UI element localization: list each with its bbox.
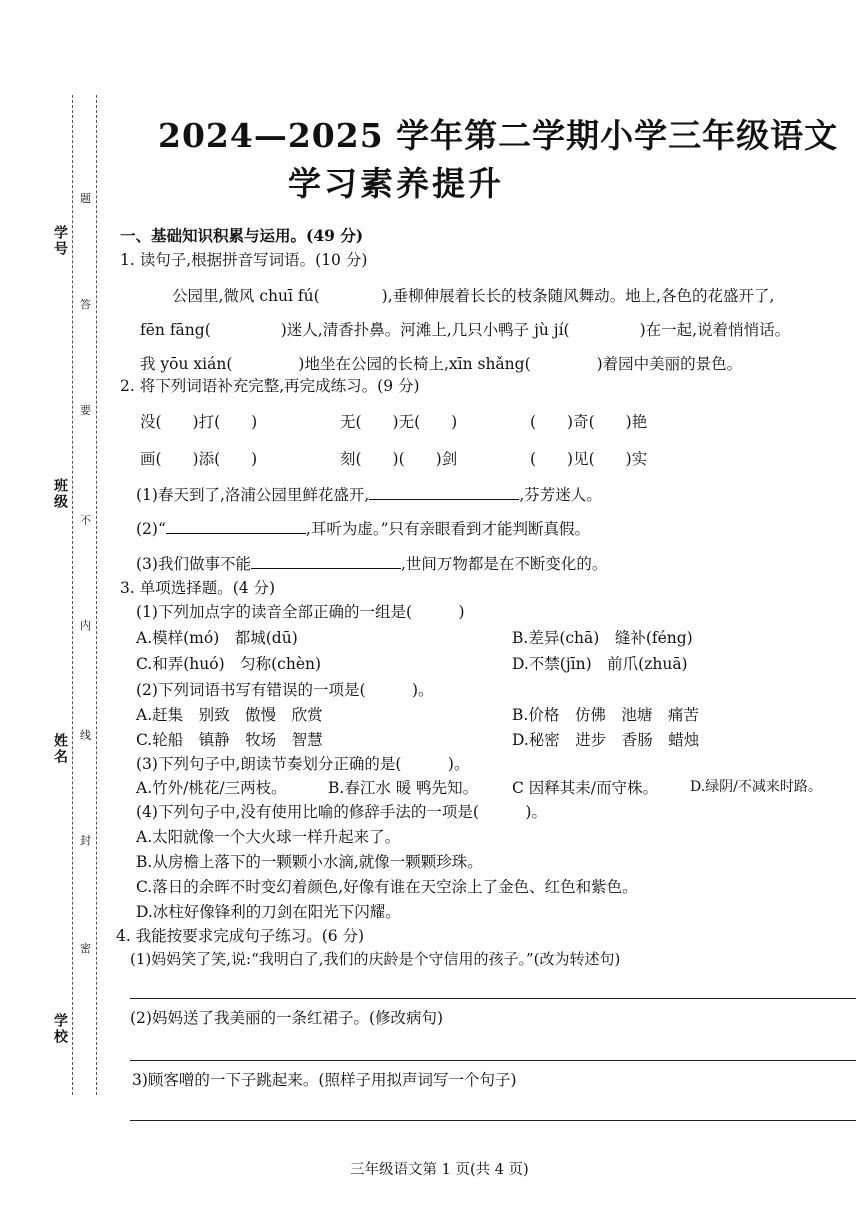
q3-item3-option-a[interactable]: A.竹外/桃花/三两枝。 (136, 779, 287, 797)
q3-item1-stem: (1)下列加点字的读音全部正确的一组是( ) (136, 603, 465, 621)
q2-idiom-2: 无( )无( ) (340, 413, 458, 431)
q1-line3-part-b: )地坐在公园的长椅上,xīn shǎng( (298, 355, 531, 373)
q2-heading: 2. 将下列词语补充完整,再完成练习。(9 分) (120, 377, 420, 395)
q2-sentence-3-part-a: (3)我们做事不能 (136, 555, 251, 573)
q4-item1-answer-line[interactable] (130, 998, 856, 999)
seal-word-6: 线 (80, 729, 91, 742)
q4-item3-answer-line[interactable] (130, 1120, 856, 1121)
q2-idiom-5: 刻( )( )剑 (340, 450, 458, 468)
seal-word-5: 内 (80, 619, 91, 632)
seal-word-2: 答 (80, 298, 91, 311)
q4-item2-answer-line[interactable] (130, 1060, 856, 1061)
q1-line3-part-c: )着园中美丽的景色。 (596, 355, 743, 373)
q2-sentence-2-part-b: ,耳听为虚。”只有亲眼看到才能判断真假。 (305, 520, 590, 538)
q3-item1-option-d[interactable]: D.不禁(jīn) 前爪(zhuā) (512, 655, 688, 673)
binding-line-left (72, 95, 73, 1095)
section1-heading: 一、基础知识积累与运用。(49 分) (120, 226, 364, 245)
q2-idiom-6: ( )见( )实 (530, 450, 648, 468)
q2-idiom-4: 画( )添( ) (140, 450, 258, 468)
q1-line1 (172, 284, 775, 306)
q4-item1: (1)妈妈笑了笑,说:“我明白了,我们的庆龄是个守信用的孩子。”(改为转述句) (130, 950, 621, 968)
q3-item3-stem: (3)下列句子中,朗读节奏划分正确的是( )。 (136, 755, 470, 773)
q3-item4-option-b[interactable]: B.从房檐上落下的一颗颗小水滴,就像一颗颗珍珠。 (136, 853, 483, 871)
q1-line1-part-a: 公园里,微风 chuī fú( (172, 287, 320, 305)
q3-item3-option-c[interactable]: C 因释其耒/而守株。 (512, 779, 659, 797)
q1-line2 (140, 318, 790, 340)
q2-sentence-2 (136, 517, 590, 539)
q3-item1-option-c[interactable]: C.和弄(huó) 匀称(chèn) (136, 655, 322, 673)
page-title-line2: 学习素养提升 (288, 164, 504, 203)
seal-word-8: 密 (80, 942, 91, 955)
q3-item2-option-d[interactable]: D.秘密 进步 香肠 蜡烛 (512, 731, 700, 749)
q1-line2-part-c: )在一起,说着悄悄话。 (639, 321, 791, 339)
q3-item2-option-a[interactable]: A.赶集 别致 傲慢 欣赏 (136, 706, 323, 724)
q3-item4-option-d[interactable]: D.冰柱好像锋利的刀剑在阳光下闪耀。 (136, 903, 401, 921)
q3-item1-option-b[interactable]: B.差异(chā) 缝补(féng) (512, 629, 693, 647)
q3-item3-option-d[interactable]: D.绿阴/不减来时路。 (690, 779, 822, 795)
q2-sentence-1-blank[interactable] (369, 499, 519, 500)
q3-item2-option-c[interactable]: C.轮船 镇静 牧场 智慧 (136, 731, 323, 749)
page-title-line1: 2024—2025 学年第二学期小学三年级语文 (158, 116, 839, 155)
q1-line3-part-a: 我 yōu xián( (140, 355, 233, 373)
q2-sentence-1-part-a: (1)春天到了,洛浦公园里鲜花盛开, (136, 486, 370, 504)
margin-label-name: 姓名 (52, 733, 68, 765)
q1-line2-part-a: fēn fāng( (140, 321, 211, 339)
q3-item3-option-b[interactable]: B.春江水 暖 鸭先知。 (328, 779, 479, 797)
q3-item4-option-a[interactable]: A.太阳就像一个大火球一样升起来了。 (136, 828, 401, 846)
q3-item2-option-b[interactable]: B.价格 仿佛 池塘 痛苦 (512, 706, 699, 724)
q3-heading: 3. 单项选择题。(4 分) (120, 579, 276, 597)
q4-heading: 4. 我能按要求完成句子练习。(6 分) (116, 927, 365, 945)
q2-sentence-1-part-b: ,芬芳迷人。 (519, 486, 602, 504)
margin-label-student-id: 学号 (52, 225, 68, 257)
margin-label-school: 学校 (52, 1013, 68, 1045)
q2-sentence-3 (136, 552, 607, 574)
q3-item4-stem: (4)下列句子中,没有使用比喻的修辞手法的一项是( )。 (136, 803, 547, 821)
page-footer: 三年级语文第 1 页(共 4 页) (350, 1162, 529, 1178)
q2-sentence-3-part-b: ,世间万物都是在不断变化的。 (400, 555, 608, 573)
q2-idiom-3: ( )奇( )艳 (530, 413, 648, 431)
q2-sentence-2-part-a: (2)“ (136, 520, 166, 538)
binding-line-right (96, 95, 97, 1095)
q1-line2-part-b: )迷人,清香扑鼻。河滩上,几只小鸭子 jù jí( (280, 321, 570, 339)
q2-idiom-1: 没( )打( ) (140, 413, 258, 431)
q1-heading: 1. 读句子,根据拼音写词语。(10 分) (120, 251, 368, 269)
seal-word-1: 题 (80, 192, 91, 205)
margin-label-class: 班级 (52, 478, 68, 510)
q3-item4-option-c[interactable]: C.落日的余晖不时变幻着颜色,好像有谁在天空涂上了金色、红色和紫色。 (136, 878, 638, 896)
q2-sentence-3-blank[interactable] (251, 568, 401, 569)
q1-line1-part-b: ),垂柳伸展着长长的枝条随风舞动。地上,各色的花盛开了, (381, 287, 775, 305)
q3-item2-stem: (2)下列词语书写有错误的一项是( )。 (136, 681, 434, 699)
q4-item2: (2)妈妈送了我美丽的一条红裙子。(修改病句) (130, 1009, 444, 1027)
q4-item3: 3)顾客噌的一下子跳起来。(照样子用拟声词写一个句子) (132, 1071, 517, 1089)
q1-line3 (140, 352, 742, 374)
seal-word-4: 不 (80, 514, 91, 527)
seal-word-3: 要 (80, 404, 91, 417)
q2-sentence-2-blank[interactable] (166, 533, 306, 534)
seal-word-7: 封 (80, 834, 91, 847)
q3-item1-option-a[interactable]: A.模样(mó) 都城(dū) (136, 629, 298, 647)
q2-sentence-1 (136, 483, 602, 505)
